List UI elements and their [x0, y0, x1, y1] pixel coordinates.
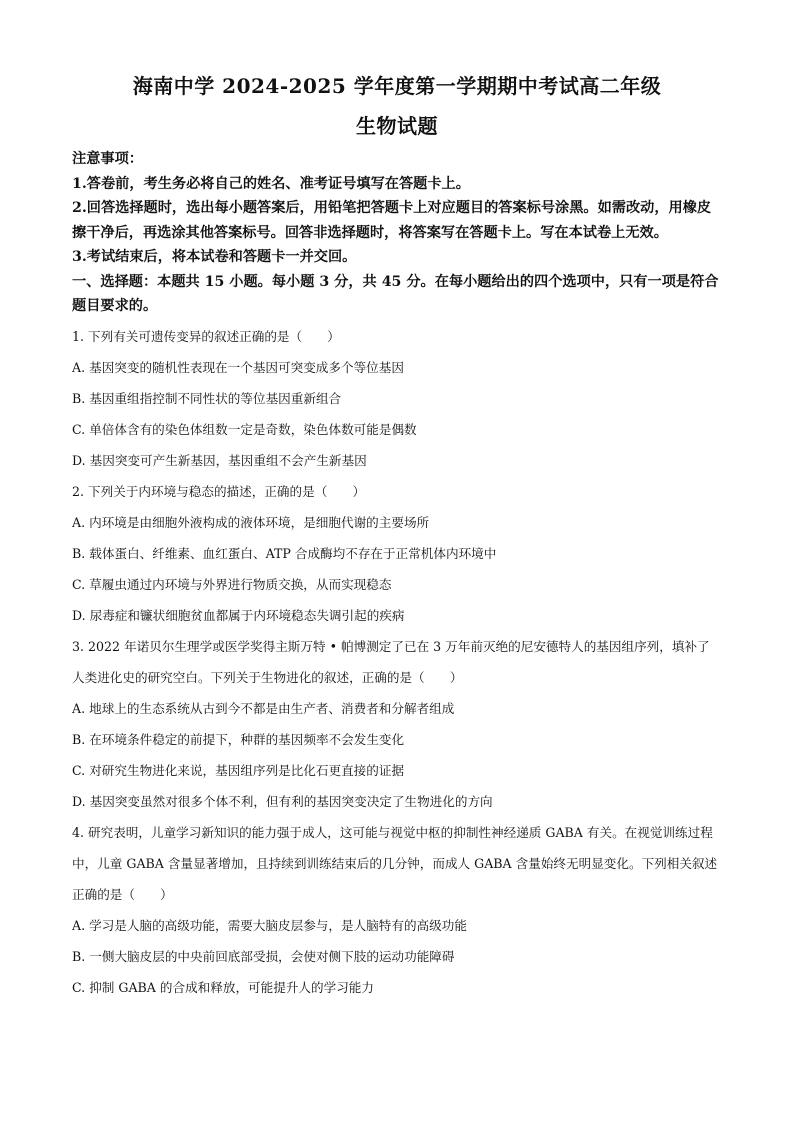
option-d: D. 基因突变虽然对很多个体不利，但有利的基因突变决定了生物进化的方向: [72, 793, 493, 809]
option-b: B. 基因重组指控制不同性状的等位基因重新组合: [72, 390, 342, 406]
option-c: C. 单倍体含有的染色体组数一定是奇数，染色体数可能是偶数: [72, 421, 417, 437]
notes-block: [72, 147, 722, 319]
option-c: C. 对研究生物进化来说，基因组序列是比化石更直接的证据: [72, 762, 405, 778]
notes-item: 1.答卷前，考生务必将自己的姓名、准考证号填写在答题卡上。: [72, 175, 470, 192]
notes-item: 3.考试结束后，将本试卷和答题卡一并交回。: [72, 249, 357, 265]
subject-title: 生物试题: [356, 114, 438, 138]
exam-title: 海南中学 2024-2025 学年度第一学期期中考试高二年级: [132, 74, 662, 98]
option-d: D. 基因突变可产生新基因，基因重组不会产生新基因: [72, 452, 367, 468]
option-d: D. 尿毒症和镰状细胞贫血都属于内环境稳态失调引起的疾病: [72, 607, 405, 623]
question-stem: 3. 2022 年诺贝尔生理学或医学奖得主斯万特 • 帕博测定了已在 3 万年前灭绝的尼安德特人的基因组序列，填补了人类进化史的研究空白。下列关于生物进化的叙述，正确的是（ ）: [72, 638, 710, 685]
option-a: A. 基因突变的随机性表现在一个基因可突变成多个等位基因: [72, 359, 404, 375]
option-a: A. 内环境是由细胞外液构成的液体环境，是细胞代谢的主要场所: [72, 514, 430, 530]
question-4: [72, 817, 722, 1003]
notes-item: 2.回答选择题时，选出每小题答案后，用铅笔把答题卡上对应题目的答案标号涂黑。如需改动，用橡皮擦干净后，再选涂其他答案标号。回答非选择题时，将答案写在答题卡上。写在本试卷上无效。: [72, 200, 712, 241]
question-1: [72, 321, 722, 476]
question-stem: 4. 研究表明，儿童学习新知识的能力强于成人，这可能与视觉中枢的抑制性神经递质 GABA 有关。在视觉训练过程中，儿童 GABA 含量显著增加，且持续到训练结束后的几分钟，而成人 GABA 含量始终无明显变化。下列相关叙述正确的是（ ）: [72, 824, 718, 902]
question-stem: 1. 下列有关可遗传变异的叙述正确的是（ ）: [72, 328, 340, 344]
option-c: C. 草履虫通过内环境与外界进行物质交换，从而实现稳态: [72, 576, 392, 592]
option-b: B. 载体蛋白、纤维素、血红蛋白、ATP 合成酶均不存在于正常机体内环境中: [72, 545, 497, 561]
question-3: [72, 631, 722, 817]
option-a: A. 地球上的生态系统从古到今不都是由生产者、消费者和分解者组成: [72, 700, 455, 716]
option-c: C. 抑制 GABA 的合成和释放，可能提升人的学习能力: [72, 979, 374, 995]
option-b: B. 一侧大脑皮层的中央前回底部受损，会使对侧下肢的运动功能障碍: [72, 948, 455, 964]
option-b: B. 在环境条件稳定的前提下，种群的基因频率不会发生变化: [72, 731, 405, 747]
option-a: A. 学习是人脑的高级功能，需要大脑皮层参与，是人脑特有的高级功能: [72, 917, 467, 933]
question-stem: 2. 下列关于内环境与稳态的描述，正确的是（ ）: [72, 483, 366, 499]
exam-content: [72, 147, 722, 1003]
notes-heading: 注意事项：: [72, 151, 143, 167]
section-heading: 一、选择题：本题共 15 小题。每小题 3 分，共 45 分。在每小题给出的四个选项中，只有一项是符合题目要求的。: [72, 273, 719, 314]
question-2: [72, 476, 722, 631]
